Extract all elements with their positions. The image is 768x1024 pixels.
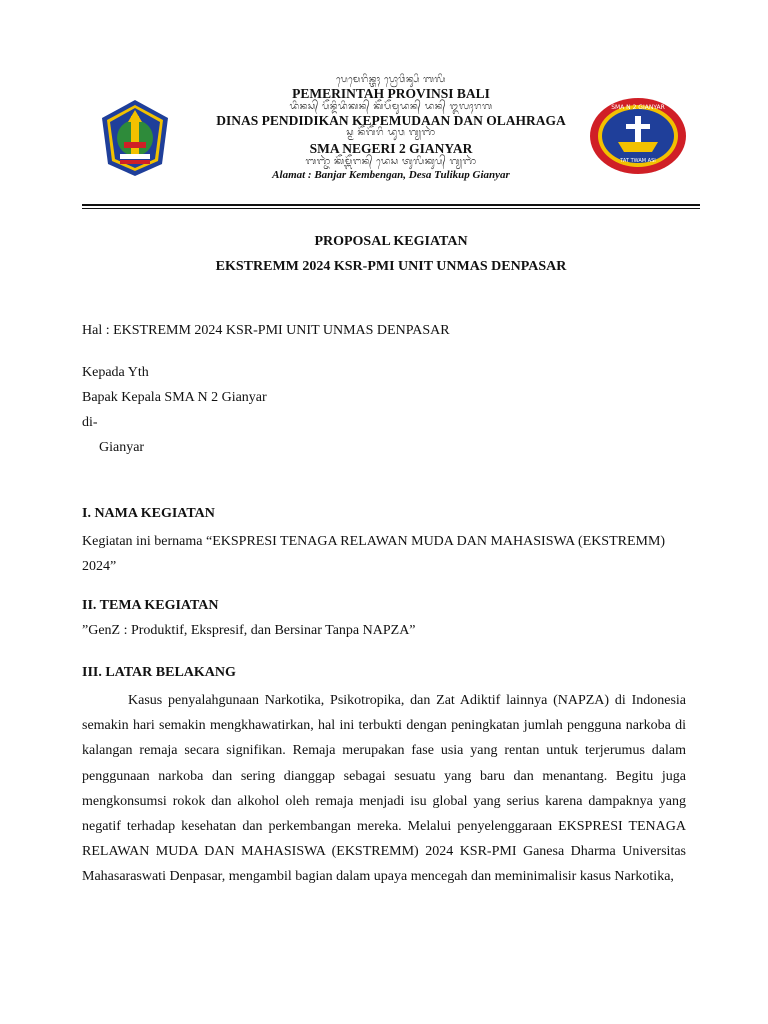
recipient-greeting: Kepada Yth: [82, 365, 149, 380]
department-name: DINAS PENDIDIKAN KEPEMUDAAN DAN OLAHRAGA: [216, 112, 566, 128]
letterhead-text: [210, 74, 572, 181]
proposal-title: PROPOSAL KEGIATAN: [314, 234, 468, 249]
school-logo-motto: TAT TWAM ASI: [620, 158, 656, 164]
school-name: SMA NEGERI 2 GIANYAR: [309, 141, 473, 156]
recipient-location: Gianyar: [99, 440, 145, 455]
balinese-script-line: ᬩᬜ᭄ᬚᬃ ᬓᭂᬫ᭄ᬩᭂᬗᬦ᭄ ᬤᬾᬲ ᬢᬸᬮᬶᬓᬸᬧ᭄ ᬕ᭄ᬬᬜᬃ: [305, 156, 477, 167]
subject-line: Hal : EKSTREMM 2024 KSR-PMI UNIT UNMAS DENPASAR: [82, 323, 450, 338]
bali-province-emblem-icon: [100, 98, 170, 178]
section-body-nama-kegiatan: Kegiatan ini bernama “EKSPRESI TENAGA RELAWAN MUDA DAN MAHASISWA (EKSTREMM) 2024”: [82, 534, 666, 575]
school-logo-text: SMA N 2 GIANYAR: [611, 104, 665, 111]
section-body-tema-kegiatan: ”GenZ : Produktif, Ekspresif, dan Bersinar Tanpa NAPZA”: [82, 623, 416, 638]
section-body-latar-belakang: Kasus penyalahgunaan Narkotika, Psikotropika, dan Zat Adiktif lainnya (NAPZA) di Indonesia semakin hari semakin mengkhawatirkan, hal ini terbukti dengan peningkatan jumlah pengguna narkoba di kalangan remaja secara signifikan. Remaja merupakan fase usia yang rentan untuk terjerumus dalam penggunaan narkoba dan sering dianggap sebagai sesuatu yang baru dan menantang. Begitu juga mengkonsumsi rokok dan alkohol oleh remaja menjadi isu global yang serius karena dampaknya yang negatif terhadap kesehatan dan perkembangan mereka. Melalui penyelenggaraan EKSPRESI TENAGA RELAWAN MUDA DAN MAHASISWA (EKSTREMM) 2024 KSR-PMI Ganesa Dharma Universitas Mahasaraswati Denpasar, mengambil bagian dalam upaya mencegah dan meminimalisir kasus Narkotika,: [82, 693, 686, 885]
section-heading-tema-kegiatan: II. TEMA KEGIATAN: [82, 598, 219, 613]
section-heading-latar-belakang: III. LATAR BELAKANG: [82, 665, 236, 680]
province-name: PEMERINTAH PROVINSI BALI: [292, 86, 490, 101]
recipient-name: Bapak Kepala SMA N 2 Gianyar: [82, 390, 267, 405]
school-address: Alamat : Banjar Kembengan, Desa Tulikup Gianyar: [272, 168, 510, 181]
letterhead: [82, 74, 700, 210]
proposal-subtitle: EKSTREMM 2024 KSR-PMI UNIT UNMAS DENPASAR: [215, 259, 567, 274]
letterhead-rule-thick: [82, 204, 700, 206]
balinese-script-line: ᬧᬾᬫᬾᬭᬶᬦ᭄ᬢᬄ ᬧ᭄ᬭᭀᬯᬶᬦ᭄ᬲᬶ ᬩᬮᬶ: [336, 75, 446, 85]
balinese-script-line: ᬤᬶᬦᬲ᭄ ᬧᭂᬦ᭄ᬤᬶᬤᬶᬓᬦ᭄ ᬓᭂᬧᭂᬫᬸᬤᬦ᭄ ᬤᬦ᭄ ᬑᬮᬄᬭᬕ: [289, 101, 493, 112]
recipient-location-prefix: di-: [82, 415, 98, 430]
letterhead-rule-thin: [82, 208, 700, 209]
balinese-script-line: ᬲ᭄ᬫ ᬦᭂᬕᭂᬭᬶ ᬤᬸᬯ ᬕ᭄ᬬᬜᬃ: [346, 128, 436, 138]
section-heading-nama-kegiatan: I. NAMA KEGIATAN: [82, 506, 215, 521]
school-logo-icon: [588, 96, 688, 176]
